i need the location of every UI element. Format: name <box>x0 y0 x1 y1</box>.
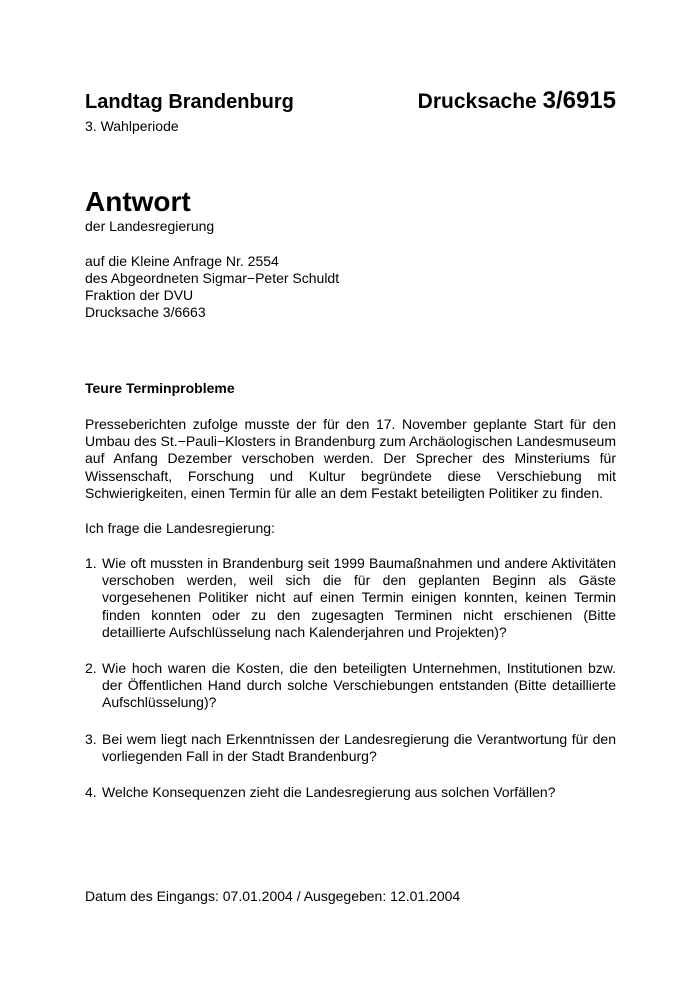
legislative-period: 3. Wahlperiode <box>85 118 179 134</box>
inquiry-line: auf die Kleine Anfrage Nr. 2554 <box>85 253 279 269</box>
question-text: Wie hoch waren die Kosten, die den beteiligten Unternehmen, Institutionen bzw. der Öffentlichen Hand durch solche Verschiebungen entstanden (Bitte detaillierte Aufschlüsselung)? <box>102 660 616 711</box>
question-number: 3. <box>85 730 97 747</box>
question-number: 1. <box>85 555 97 572</box>
inquiry-line: Drucksache 3/6663 <box>85 304 206 320</box>
question-item <box>85 784 616 801</box>
drucksache-label: Drucksache <box>417 90 537 113</box>
parliament-name: Landtag Brandenburg <box>85 91 294 113</box>
question-item <box>85 555 616 641</box>
topic-heading: Teure Terminprobleme <box>85 380 235 396</box>
inquiry-line: des Abgeordneten Sigmar−Peter Schuldt <box>85 270 340 286</box>
question-text: Welche Konsequenzen zieht die Landesregierung aus solchen Vorfällen? <box>102 784 556 801</box>
question-text: Bei wem liegt nach Erkenntnissen der Landesregierung die Verantwortung für den vorliegenden Fall in der Stadt Brandenburg? <box>102 730 616 764</box>
document-page <box>85 88 616 820</box>
document-type-title: Antwort <box>85 186 191 217</box>
intro-paragraph: Presseberichten zufolge musste der für den 17. November geplante Start für den Umbau des St.−Pauli−Klosters in Brandenburg zum Archäologischen Landesmuseum auf Anfang Dezember verschoben werden. Der Sprecher des Minsteriums für Wissenschaft, Forschung und Kultur begründete diese Verschiebung mit Schwierigkeiten, einen Termin für alle an dem Festakt beteiligten Politiker zu finden. <box>85 416 616 501</box>
question-text: Wie oft mussten in Brandenburg seit 1999 Baumaßnahmen und andere Aktivitäten verschoben werden, weil sich die für den geplanten Beginn als Gäste vorgesehenen Politiker nicht auf einen Termin einigen konnten, keinen Termin finden konnten oder zu den zugesagten Terminen nicht erschienen (Bitte detaillierte Aufschlüsselung nach Kalenderjahren und Projekten)? <box>102 555 616 640</box>
question-item <box>85 731 616 765</box>
question-item <box>85 660 616 712</box>
receipt-dates: Datum des Eingangs: 07.01.2004 / Ausgegeben: 12.01.2004 <box>85 888 461 904</box>
document-issuer: der Landesregierung <box>85 218 215 234</box>
inquiry-line: Fraktion der DVU <box>85 287 194 303</box>
question-intro: Ich frage die Landesregierung: <box>85 520 275 537</box>
drucksache-heading <box>418 88 616 115</box>
document-header <box>85 88 616 114</box>
question-list <box>85 555 616 801</box>
question-number: 4. <box>85 784 97 801</box>
drucksache-number: 3/6915 <box>542 87 616 114</box>
question-number: 2. <box>85 660 97 677</box>
inquiry-reference <box>85 253 616 321</box>
